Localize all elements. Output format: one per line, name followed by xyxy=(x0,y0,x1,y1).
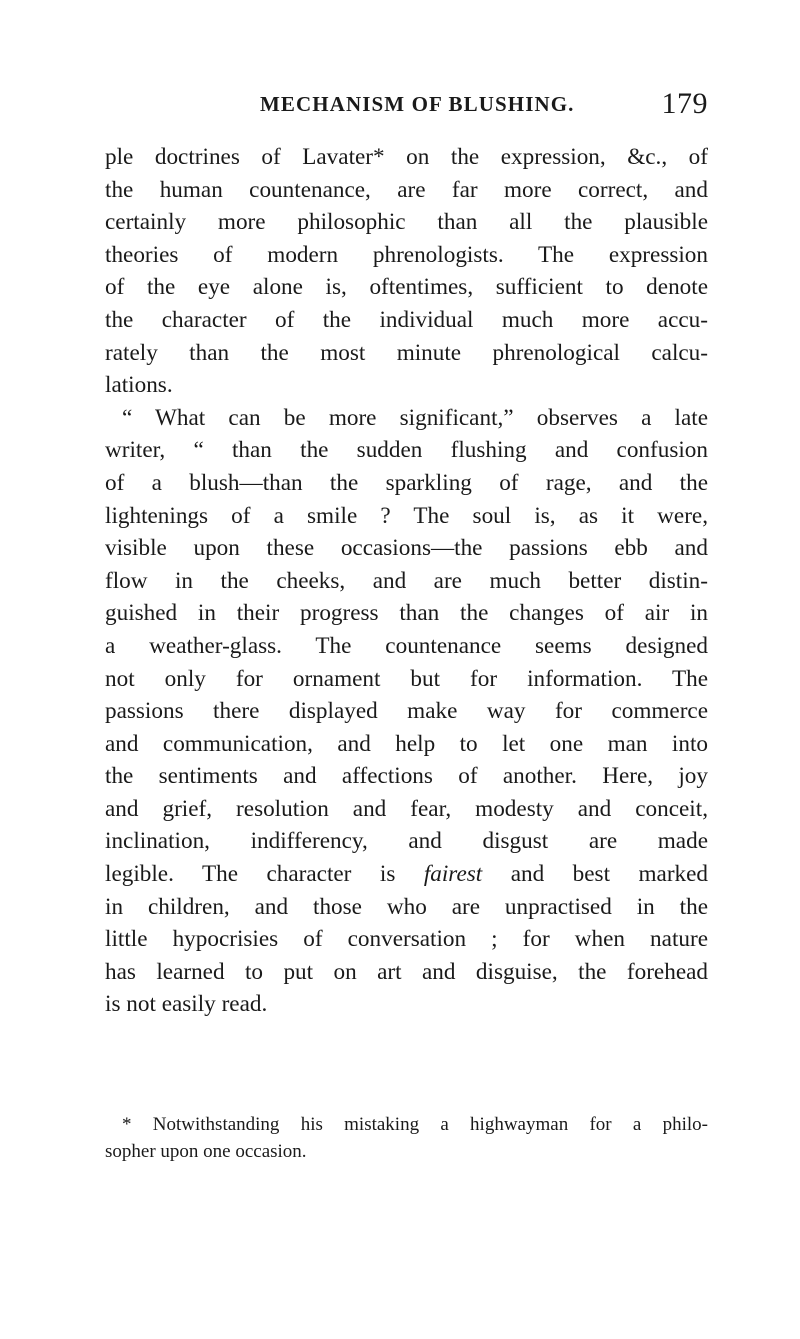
text-line: is not easily read. xyxy=(105,991,268,1018)
text-line: of the eye alone is, oftentimes, sufficient to denote xyxy=(105,274,708,301)
text-line: lations. xyxy=(105,372,173,399)
text-line: and grief, resolution and fear, modesty and conceit, xyxy=(105,795,708,822)
text-line: the human countenance, are far more correct, and xyxy=(105,176,708,203)
text-line: certainly more philosophic than all the plausible xyxy=(105,209,708,236)
text-line: of a blush—than the sparkling of rage, and the xyxy=(105,469,708,496)
text-line: passions there displayed make way for commerce xyxy=(105,698,708,725)
text-segment: and best marked xyxy=(510,861,709,888)
italic-emphasis: fairest xyxy=(423,861,483,888)
text-line: little hypocrisies of conversation ; for when nature xyxy=(105,926,708,953)
page-number: 179 xyxy=(661,87,708,120)
footnote-line: sopher upon one occasion. xyxy=(105,1141,307,1162)
text-line: inclination, indifferency, and disgust are made xyxy=(105,828,708,855)
text-line: the character of the individual much more accu- xyxy=(105,306,708,333)
text-line: guished in their progress than the changes of air in xyxy=(105,600,708,627)
text-line: a weather-glass. The countenance seems designed xyxy=(105,632,708,659)
text-line: the sentiments and affections of another. Here, joy xyxy=(105,763,708,790)
running-head xyxy=(105,88,708,120)
text-line: visible upon these occasions—the passions ebb and xyxy=(105,535,708,562)
footnote xyxy=(105,1111,708,1165)
body-text xyxy=(105,141,708,1021)
footnote-line: * Notwithstanding his mistaking a highwayman for a philo- xyxy=(122,1114,708,1135)
text-line: “ What can be more significant,” observes a late xyxy=(122,404,708,431)
text-line: in children, and those who are unpractised in the xyxy=(105,893,708,920)
text-line: not only for ornament but for information. The xyxy=(105,665,708,692)
running-title: MECHANISM OF BLUSHING. xyxy=(260,92,575,116)
text-line-mixed xyxy=(105,858,708,891)
text-segment: legible. The character is xyxy=(105,861,396,888)
text-line: has learned to put on art and disguise, the forehead xyxy=(105,958,708,985)
text-line: writer, “ than the sudden flushing and confusion xyxy=(105,437,708,464)
text-line: and communication, and help to let one man into xyxy=(105,730,708,757)
text-line: flow in the cheeks, and are much better distin- xyxy=(105,567,708,594)
text-line: lightenings of a smile ? The soul is, as it were, xyxy=(105,502,708,529)
text-line: rately than the most minute phrenological calcu- xyxy=(105,339,708,366)
text-line: theories of modern phrenologists. The expression xyxy=(105,241,708,268)
text-line: ple doctrines of Lavater* on the expression, &c., of xyxy=(105,144,708,170)
